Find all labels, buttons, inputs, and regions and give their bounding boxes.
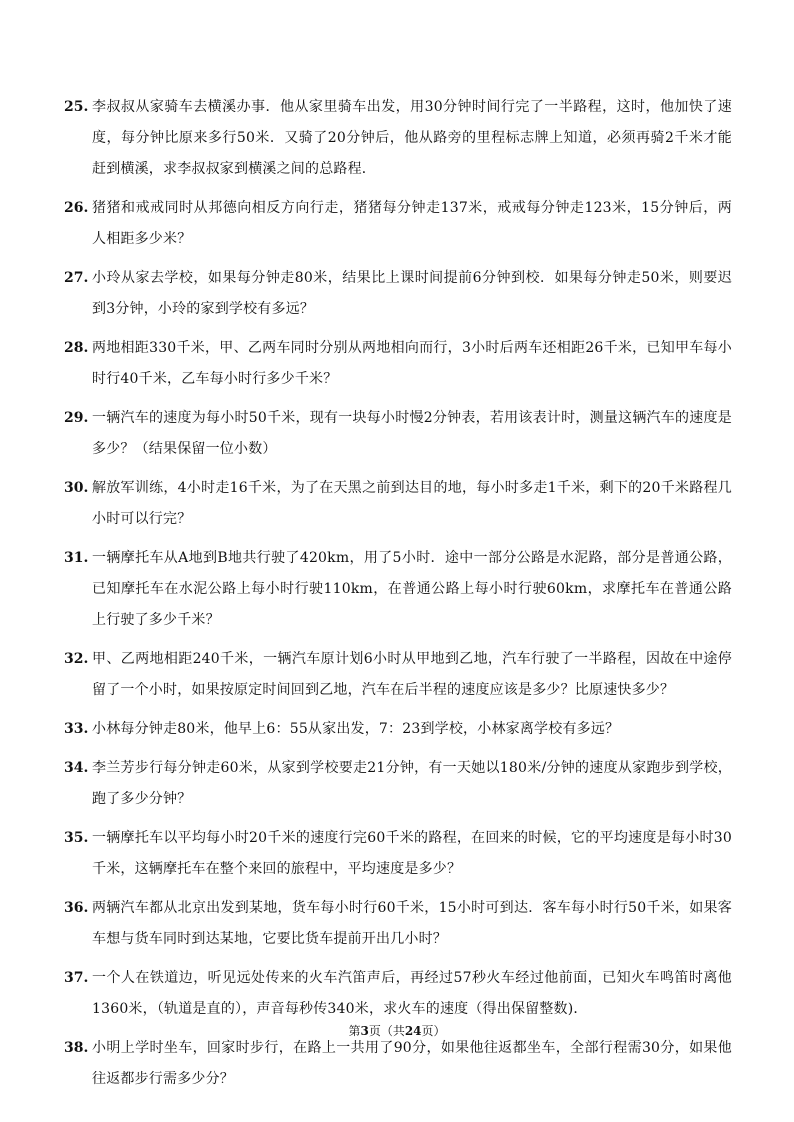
page-footer: [0, 1023, 794, 1039]
problem-number: 26.: [64, 200, 89, 216]
problem-number: 35.: [64, 830, 89, 846]
problem-33: [64, 714, 732, 745]
problem-text: 小林每分钟走80米，他早上6：55从家出发，7：23到学校，小林家离学校有多远？: [92, 721, 620, 737]
problem-37: [64, 963, 732, 1025]
problem-26: [64, 193, 732, 255]
problem-number: 33.: [64, 721, 89, 737]
problem-29: [64, 403, 732, 465]
problem-text: 猪猪和戒戒同时从邦德向相反方向行走，猪猪每分钟走137米，戒戒每分钟走123米，15分钟后，两人相距多少米？: [92, 200, 732, 247]
problem-number: 36.: [64, 900, 89, 916]
footer-suffix: 页）: [421, 1024, 446, 1038]
problem-27: [64, 263, 732, 325]
problem-number: 30.: [64, 480, 89, 496]
footer-page-number: 3: [360, 1024, 369, 1038]
problem-text: 一辆摩托车以平均每小时20千米的速度行完60千米的路程，在回来的时候，它的平均速度是每小时30千米，这辆摩托车在整个来回的旅程中，平均速度是多少？: [92, 830, 732, 877]
problem-number: 37.: [64, 970, 89, 986]
problem-38: [64, 1033, 732, 1095]
footer-prefix: 第: [348, 1024, 361, 1038]
problem-text: 解放军训练，4小时走16千米，为了在天黑之前到达目的地，每小时多走1千米，剩下的20千米路程几小时可以行完？: [92, 480, 732, 527]
problem-text: 一辆汽车的速度为每小时50千米，现有一块每小时慢2分钟表，若用该表计时，测量这辆汽车的速度是多少？（结果保留一位小数）: [92, 410, 732, 457]
problem-number: 34.: [64, 760, 89, 776]
problem-31: [64, 543, 732, 636]
footer-total-pages: 24: [404, 1024, 422, 1038]
problem-text: 李叔叔从家骑车去横溪办事．他从家里骑车出发，用30分钟时间行完了一半路程，这时，他加快了速度，每分钟比原来多行50米．又骑了20分钟后，他从路旁的里程标志牌上知道，必须再骑2千米才能赶到横溪，求李叔叔家到横溪之间的总路程．: [92, 99, 732, 177]
problem-text: 一辆摩托车从A地到B地共行驶了420km，用了5小时．途中一部分公路是水泥路，部分是普通公路，已知摩托车在水泥公路上每小时行驶110km，在普通公路上每小时行驶60km，求摩托车在普通公路上行驶了多少千米？: [92, 550, 732, 628]
problem-text: 两辆汽车都从北京出发到某地，货车每小时行60千米，15小时可到达．客车每小时行50千米，如果客车想与货车同时到达某地，它要比货车提前开出几小时？: [92, 900, 732, 947]
problem-28: [64, 333, 732, 395]
problem-36: [64, 893, 732, 955]
problem-text: 小玲从家去学校，如果每分钟走80米，结果比上课时间提前6分钟到校．如果每分钟走50米，则要迟到3分钟，小玲的家到学校有多远？: [92, 270, 732, 317]
problem-list: [64, 92, 732, 1103]
problem-text: 李兰芳步行每分钟走60米，从家到学校要走21分钟，有一天她以180米/分钟的速度从家跑步到学校，跑了多少分钟？: [92, 760, 732, 807]
footer-mid: 页（共: [368, 1024, 405, 1038]
problem-number: 38.: [64, 1040, 89, 1056]
problem-number: 25.: [64, 99, 89, 115]
problem-text: 甲、乙两地相距240千米，一辆汽车原计划6小时从甲地到乙地，汽车行驶了一半路程，因故在中途停留了一个小时，如果按原定时间回到乙地，汽车在后半程的速度应该是多少？比原速快多少？: [92, 651, 732, 698]
problem-30: [64, 473, 732, 535]
problem-25: [64, 92, 732, 185]
problem-number: 29.: [64, 410, 89, 426]
problem-text: 一个人在铁道边，听见远处传来的火车汽笛声后，再经过57秒火车经过他前面，已知火车鸣笛时离他1360米，（轨道是直的），声音每秒传340米，求火车的速度（得出保留整数)．: [92, 970, 732, 1017]
problem-text: 两地相距330千米，甲、乙两车同时分别从两地相向而行，3小时后两车还相距26千米，已知甲车每小时行40千米，乙车每小时行多少千米？: [92, 340, 732, 387]
problem-32: [64, 644, 732, 706]
problem-number: 27.: [64, 270, 89, 286]
problem-35: [64, 823, 732, 885]
problem-number: 32.: [64, 651, 89, 667]
problem-34: [64, 753, 732, 815]
problem-number: 28.: [64, 340, 89, 356]
problem-number: 31.: [64, 550, 89, 566]
problem-text: 小明上学时坐车，回家时步行，在路上一共用了90分，如果他往返都坐车，全部行程需30分，如果他往返都步行需多少分？: [92, 1040, 732, 1087]
